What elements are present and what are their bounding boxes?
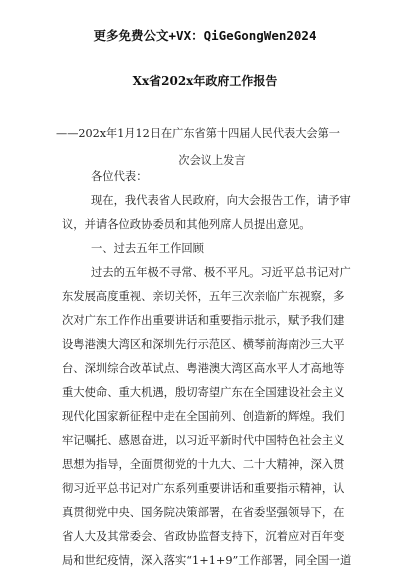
body-line: 现在，我代表省人民政府，向大会报告工作，请予审	[91, 194, 351, 207]
body-line: 现代化国家新征程中走在全国前列、创造新的辉煌。我们	[62, 410, 345, 423]
watermark-header: 更多免费公文+VX：QiGeGongWen2024	[93, 28, 317, 43]
section-heading: 一、过去五年工作回顾	[91, 242, 204, 255]
document-title: Xx省202x年政府工作报告	[132, 74, 278, 88]
document-subtitle	[56, 120, 362, 174]
body-line: 彻习近平总书记对广东系列重要讲话和重要指示精神，认	[62, 482, 345, 495]
body-line: 设粤港澳大湾区和深圳先行示范区、横琴前海南沙三大平	[62, 338, 345, 351]
body-line: 议，并请各位政协委员和其他列席人员提出意见。	[62, 218, 311, 231]
subtitle-line-1: ——202x年1月12日在广东省第十四届人民代表大会第一	[56, 127, 340, 140]
body-line: 牢记嘱托、感恩奋进，以习近平新时代中国特色社会主义	[62, 434, 345, 447]
subtitle-line-2: 次会议上发言	[178, 154, 246, 167]
body-line: 真贯彻党中央、国务院决策部署，在省委坚强领导下，在	[62, 506, 345, 519]
body-line: 思想为指导，全面贯彻党的十九大、二十大精神，深入贯	[62, 458, 345, 471]
body-line: 东发展高度重视、亲切关怀，五年三次亲临广东视察，多	[62, 290, 345, 303]
body-line: 重大使命、重大机遇，殷切寄望广东在全国建设社会主义	[62, 386, 345, 399]
body-line: 省人大及其常委会、省政协监督支持下，沉着应对百年变	[62, 530, 345, 543]
body-line: 台、深圳综合改革试点、粤港澳大湾区高水平人才高地等	[62, 362, 345, 375]
body-line: 过去的五年极不寻常、极不平凡。习近平总书记对广	[91, 266, 351, 279]
body-line: 次对广东工作作出重要讲话和重要指示批示，赋予我们建	[62, 314, 345, 327]
salutation: 各位代表：	[91, 170, 148, 183]
body-line: 局和世纪疫情，深入落实“1+1+9”工作部署，同全国一道	[62, 554, 352, 567]
